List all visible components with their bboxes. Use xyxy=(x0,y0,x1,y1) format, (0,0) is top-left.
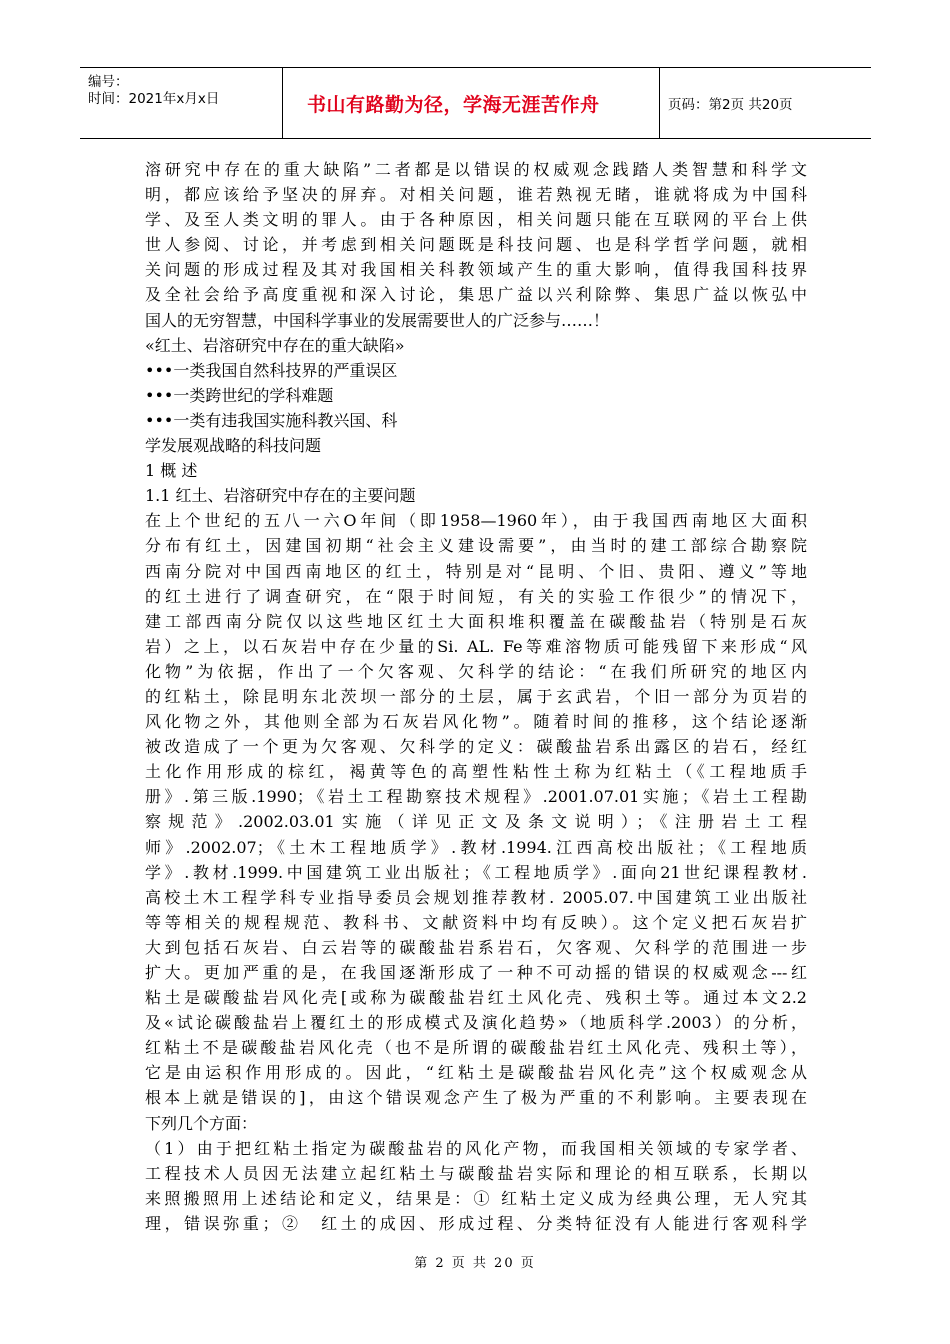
body-line: 学》.教材.1999.中国建筑工业出版社；《工程地质学》.面向21世纪课程教材. xyxy=(145,862,807,882)
header-meta xyxy=(80,68,283,138)
body-line: 下列几个方面： xyxy=(145,1113,258,1133)
body-line: 高校土木工程学科专业指导委员会规划推荐教材. 2005.07.中国建筑工业出版社 xyxy=(145,887,807,907)
body-line: 的红土进行了调查研究，在“限于时间短，有关的实验工作很少”的情况下， xyxy=(145,586,807,606)
body-line: 被改造成了一个更为欠客观、欠科学的定义：碳酸盐岩系出露区的岩石，经红 xyxy=(145,737,807,757)
body-line: 及«试论碳酸盐岩上覆红土的形成模式及演化趋势»（地质科学.2003）的分析， xyxy=(145,1013,807,1033)
body-line: 国人的无穷智慧，中国科学事业的发展需要世人的广泛参与……！ xyxy=(145,310,610,330)
body-line: 明，都应该给予坚决的屏弃。对相关问题，谁若熟视无睹，谁就将成为中国科 xyxy=(145,185,807,205)
body-line: 师》.2002.07；《土木工程地质学》.教材.1994.江西高校出版社；《工程地质 xyxy=(145,837,807,857)
body-line: 及全社会给予高度重视和深入讨论，集思广益以兴利除弊、集思广益以恢弘中 xyxy=(145,285,807,305)
body-line: 来照搬照用上述结论和定义，结果是：① 红粘土定义成为经典公理，无人究其 xyxy=(145,1188,807,1208)
body-line: 红粘土不是碳酸盐岩风化壳（也不是所谓的碳酸盐岩红土风化壳、残积土等）， xyxy=(145,1038,807,1058)
page-header xyxy=(80,67,871,139)
body-line: 西南分院对中国西南地区的红土，特别是对“昆明、个旧、贵阳、遵义”等地 xyxy=(145,561,807,581)
body-line: 大到包括石灰岩、白云岩等的碳酸盐岩系岩石，欠客观、欠科学的范围进一步 xyxy=(145,937,807,957)
doc-number-label: 编号： xyxy=(88,74,129,90)
body-line: 它是由运积作用形成的。因此，“红粘土是碳酸盐岩风化壳”这个权威观念从 xyxy=(145,1063,807,1083)
body-line: 册》.第三版.1990；《岩土工程勘察技术规程》.2001.07.01实施；《岩土工程勘 xyxy=(145,787,807,807)
body-line: 工程技术人员因无法建立起红粘土与碳酸盐岩实际和理论的相互联系，长期以 xyxy=(145,1163,807,1183)
body-line: 关问题的形成过程及其对我国相关科教领域产生的重大影响，值得我国科技界 xyxy=(145,260,807,280)
body-line: 化物”为依据，作出了一个欠客观、欠科学的结论：“在我们所研究的地区内 xyxy=(145,661,807,681)
document-body xyxy=(145,157,807,1236)
bullet-item-continued: 学发展观战略的科技问题 xyxy=(145,436,322,456)
body-line: 等等相关的规程规范、教科书、文献资料中均有反映）。这个定义把石灰岩扩 xyxy=(145,912,807,932)
body-line: 风化物之外，其他则全部为石灰岩风化物”。随着时间的推移，这个结论逐渐 xyxy=(145,712,807,732)
body-line: 的红粘土，除昆明东北茨坝一部分的土层，属于玄武岩，个旧一部分为页岩的 xyxy=(145,686,807,706)
body-line: 溶研究中存在的重大缺陷”二者都是以错误的权威观念践踏人类智慧和科学文 xyxy=(145,160,807,179)
body-line: 建工部西南分院仅以这些地区红土大面积堆积覆盖在碳酸盐岩（特别是石灰 xyxy=(145,611,807,631)
body-line: 分布有红土，因建国初期“社会主义建设需要”，由当时的建工部综合勘察院 xyxy=(145,536,807,556)
page-footer: 第 2 页 共 20 页 xyxy=(414,1256,536,1271)
bullet-item: •••一类跨世纪的学科难题 xyxy=(145,385,334,405)
body-line: 世人参阅、讨论，并考虑到相关问题既是科技问题、也是科学哲学问题，就相 xyxy=(145,235,807,255)
header-page-info: 页码：第2页 共20页 xyxy=(668,97,793,113)
body-line: 粘土是碳酸盐岩风化壳[或称为碳酸盐岩红土风化壳、残积土等。通过本文2.2 xyxy=(145,988,807,1008)
body-line: 理，错误弥重；② 红土的成因、形成过程、分类特征没有人能进行客观科学 xyxy=(145,1213,807,1233)
doc-time-label: 时间：2021年x月x日 xyxy=(88,91,220,107)
section-title: «红土、岩溶研究中存在的重大缺陷» xyxy=(145,335,405,355)
body-line: 扩大。更加严重的是，在我国逐渐形成了一种不可动摇的错误的权威观念---红 xyxy=(145,963,807,982)
heading-1: 1 概 述 xyxy=(145,461,198,481)
bullet-item: •••一类有违我国实施科教兴国、科 xyxy=(145,410,398,430)
body-line: 在上个世纪的五八一六O年间（即1958—1960年），由于我国西南地区大面积 xyxy=(145,511,807,531)
body-line: 岩）之上，以石灰岩中存在少量的Si. AL. Fe等难溶物质可能残留下来形成“风 xyxy=(145,636,807,656)
body-line: 根本上就是错误的]，由这个错误观念产生了极为严重的不利影响。主要表现在 xyxy=(145,1088,807,1108)
body-line: 土化作用形成的棕红，褐黄等色的高塑性粘性土称为红粘土（《工程地质手 xyxy=(145,762,807,782)
bullet-item: •••一类我国自然科技界的严重误区 xyxy=(145,360,398,380)
header-motto: 书山有路勤为径，学海无涯苦作舟 xyxy=(283,68,660,138)
body-line: （1）由于把红粘土指定为碳酸盐岩的风化产物，而我国相关领域的专家学者、 xyxy=(145,1138,807,1158)
heading-1-1: 1.1 红土、岩溶研究中存在的主要问题 xyxy=(145,486,416,506)
body-line: 学、及至人类文明的罪人。由于各种原因，相关问题只能在互联网的平台上供 xyxy=(145,210,807,230)
body-line: 察规范》.2002.03.01实施（详见正文及条文说明）；《注册岩土工程 xyxy=(145,812,807,832)
